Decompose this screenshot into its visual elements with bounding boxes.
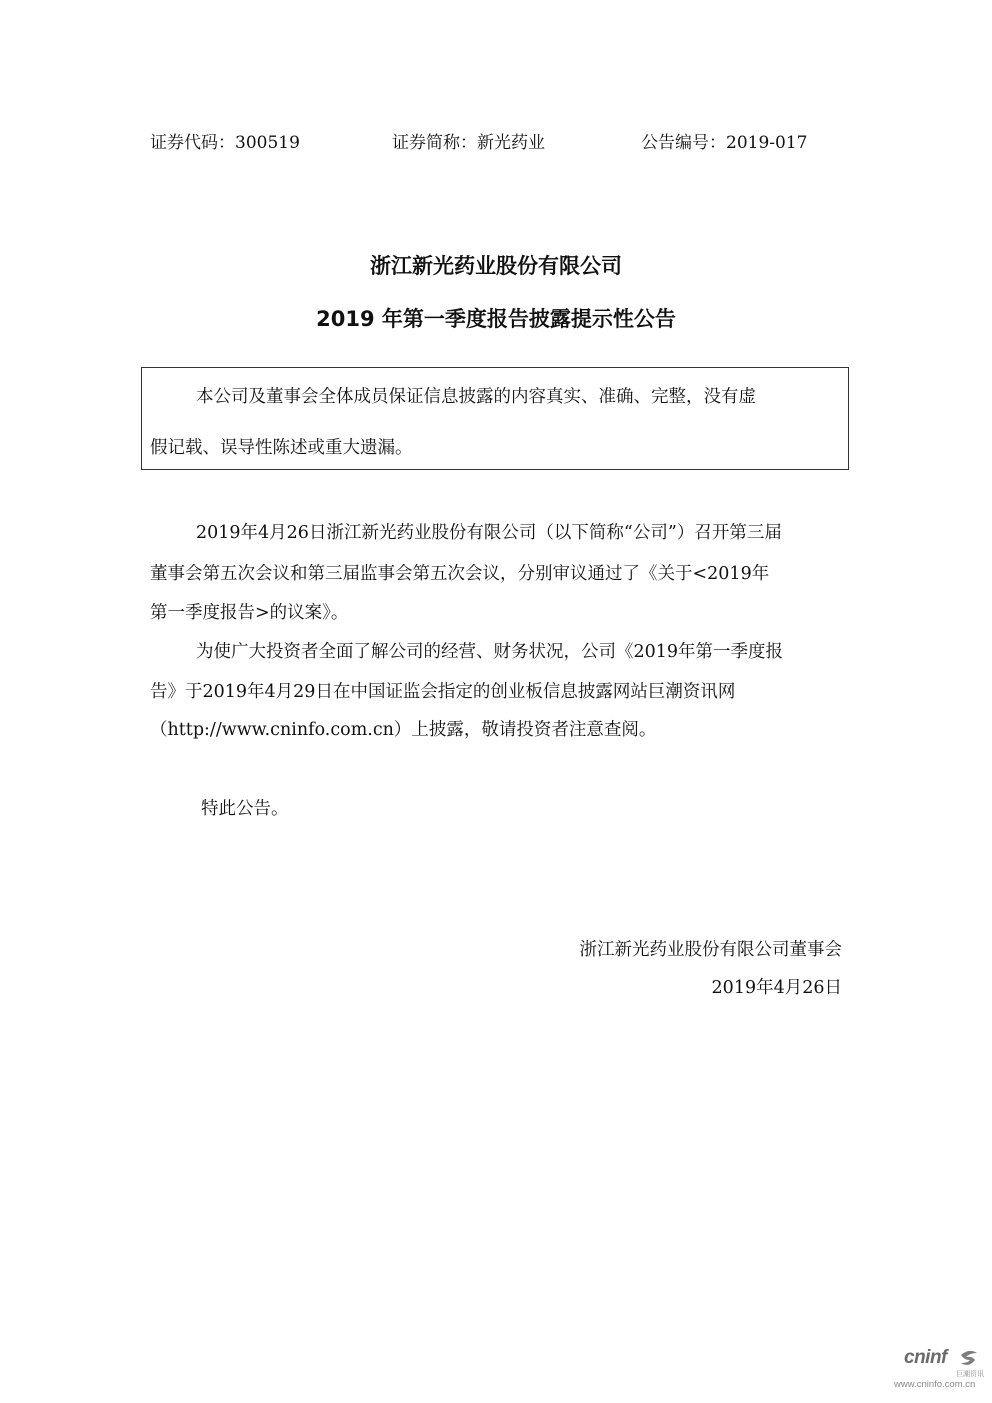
document-title-company: 浙江新光药业股份有限公司 xyxy=(370,254,622,278)
signature-date: 2019年4月26日 xyxy=(711,978,842,998)
paragraph-2-line-1: 为使广大投资者全面了解公司的经营、财务状况，公司《2019年第一季度报 xyxy=(196,642,784,662)
cninfo-logo-brand: cninf xyxy=(904,1347,947,1368)
cninfo-logo-url: www.cninfo.com.cn xyxy=(894,1379,976,1390)
header-line xyxy=(0,128,992,154)
statement-line-2: 假记载、误导性陈述或重大遗漏。 xyxy=(150,438,413,458)
document-title-subject: 2019 年第一季度报告披露提示性公告 xyxy=(316,307,676,331)
paragraph-2-line-2: 告》于2019年4月29日在中国证监会指定的创业板信息披露网站巨潮资讯网 xyxy=(150,682,736,702)
paragraph-1-line-1: 2019年4月26日浙江新光药业股份有限公司（以下简称“公司”）召开第三届 xyxy=(196,523,782,543)
stock-code: 证券代码：300519 xyxy=(150,133,300,153)
announcement-number: 公告编号：2019-017 xyxy=(641,133,808,153)
statement-line-1: 本公司及董事会全体成员保证信息披露的内容真实、准确、完整，没有虚 xyxy=(196,387,756,407)
stock-name: 证券简称：新光药业 xyxy=(392,133,545,153)
paragraph-1-line-2: 董事会第五次会议和第三届监事会第五次会议，分别审议通过了《关于<2019年 xyxy=(150,564,770,584)
signature-company: 浙江新光药业股份有限公司董事会 xyxy=(579,940,842,960)
closing-text: 特此公告。 xyxy=(201,799,289,819)
cninfo-logo-chinese: 巨潮资讯 xyxy=(956,1370,984,1378)
paragraph-2-line-3: （http://www.cninfo.com.cn）上披露，敬请投资者注意查阅。 xyxy=(150,720,657,740)
cninfo-swirl-icon xyxy=(958,1347,980,1369)
paragraph-1-line-3: 第一季度报告>的议案》。 xyxy=(150,603,349,623)
cninfo-watermark-logo xyxy=(894,1345,984,1395)
